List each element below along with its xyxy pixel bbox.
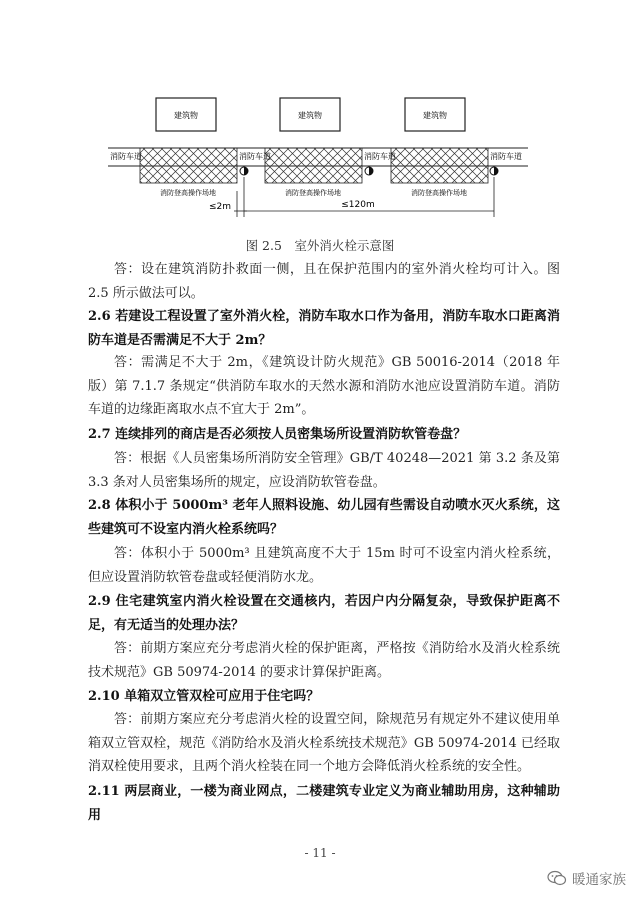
question-2-10: 2.10 单箱双立管双栓可应用于住宅吗？ [88, 689, 320, 704]
hydrant-icon [240, 167, 248, 175]
svg-text:建筑物: 建筑物 [423, 111, 447, 120]
svg-text:≤2m: ≤2m [208, 202, 232, 212]
figure-caption: 图 2.5 室外消火栓示意图 [245, 238, 395, 253]
svg-text:建筑物: 建筑物 [174, 111, 198, 120]
question-2-7: 2.7 连续排列的商店是否必须按人员密集场所设置消防软管卷盘？ [88, 427, 467, 442]
fire-hydrant-diagram [108, 95, 528, 223]
answer-2-7: 答：根据《人员密集场所消防安全管理》GB/T 40248—2021 第 3.2 条及第 3.3 条对人员密集场所的规定，应设消防软管卷盘。 [88, 451, 560, 490]
answer-2-9: 答：前期方案应充分考虑消火栓的保护距离，严格按《消防给水及消火栓系统技术规范》GB 50974-2014 的要求计算保护距离。 [88, 641, 560, 680]
answer-2-6: 答：需满足不大于 2m，《建筑设计防火规范》GB 50016-2014（2018 年版）第 7.1.7 条规定“供消防车取水的天然水源和消防水池应设置消防车道。消防车道的边缘距离取水点不宜大于 2m”。 [88, 355, 560, 417]
fire-lane-label-4: 消防车道 [490, 152, 522, 161]
fire-lane-label-1: 消防车道 [110, 152, 142, 161]
question-2-6: 2.6 若建设工程设置了室外消火栓，消防车取水口作为备用，消防车取水口距离消防车道是否需满足不大于 2m？ [88, 309, 560, 348]
building-3 [405, 98, 465, 131]
operation-area-label-1: 消防登高操作场地 [160, 189, 216, 197]
operation-area-1 [140, 148, 237, 183]
operation-area-label-3: 消防登高操作场地 [411, 189, 467, 197]
hydrant-icon [365, 167, 373, 175]
answer-2-5: 答：设在建筑消防扑救面一侧，且在保护范围内的室外消火栓均可计入。图 2.5 所示做法可以。 [88, 262, 560, 301]
operation-area-2 [265, 148, 362, 183]
watermark [547, 868, 626, 888]
operation-area-label-2: 消防登高操作场地 [285, 189, 341, 197]
fire-lane-label-2: 消防车道 [239, 152, 271, 161]
wechat-icon [547, 870, 567, 886]
hydrant-icon [490, 167, 498, 175]
page-number: - 11 - [304, 846, 336, 860]
building-2 [280, 98, 340, 131]
answer-2-10: 答：前期方案应充分考虑消火栓的设置空间，除规范另有规定外不建议使用单箱双立管双栓，规范《消防给水及消火栓系统技术规范》GB 50974-2014 已经取消双栓使用要求，且两个消火栓装在同一个地方会降低消火栓系统的安全性。 [88, 712, 560, 774]
question-2-11: 2.11 两层商业，一楼为商业网点，二楼建筑专业定义为商业辅助用房，这种辅助用 [88, 784, 560, 823]
svg-text:≤120m: ≤120m [341, 200, 375, 210]
svg-text:建筑物: 建筑物 [298, 111, 322, 120]
answer-2-8: 答：体积小于 5000m³ 且建筑高度不大于 15m 时可不设室内消火栓系统，但应设置消防软管卷盘或轻便消防水龙。 [88, 546, 560, 585]
question-2-9: 2.9 住宅建筑室内消火栓设置在交通核内，若因户内分隔复杂，导致保护距离不足，有无适当的处理办法？ [88, 594, 560, 633]
building-1 [156, 98, 216, 131]
question-2-8: 2.8 体积小于 5000m³ 老年人照料设施、幼儿园有些需设自动喷水灭火系统，这些建筑可不设室内消火栓系统吗？ [88, 498, 560, 537]
operation-area-3 [391, 148, 488, 183]
fire-lane-label-3: 消防车道 [364, 152, 396, 161]
watermark-text: 暖通家族 [572, 872, 626, 888]
